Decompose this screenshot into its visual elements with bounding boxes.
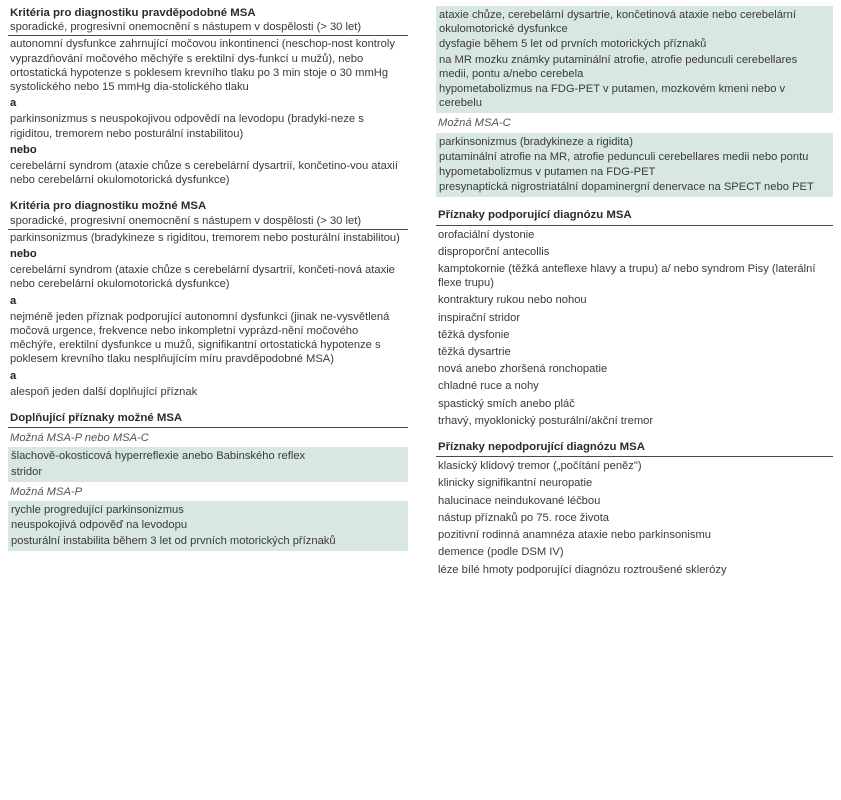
- group3-item: presynaptická nigrostriatální dopaminergní denervace na SPECT nebo PET: [439, 181, 814, 194]
- group2-item: na MR mozku známky putaminální atrofie, atrofie pedunculi cerebellares medii, pontu a/nebo cerebela: [439, 53, 798, 80]
- group1-box: [8, 447, 408, 481]
- additional-features-title: Doplňující příznaky možné MSA: [8, 411, 408, 428]
- possible-criterion-1: parkinsonizmus (bradykineze s rigiditou, tremorem nebo posturální instabilitou): [10, 231, 400, 244]
- supporting-item: kontraktury rukou nebo nohou: [438, 294, 587, 307]
- probable-or-1: nebo: [10, 143, 37, 156]
- possible-and-2: a: [10, 369, 17, 382]
- nonsupporting-item: demence (podle DSM IV): [438, 546, 564, 559]
- group2-label: Možná MSA-P: [10, 485, 83, 498]
- probable-msa-section: [8, 6, 408, 188]
- group2-item: hypometabolizmus na FDG-PET v putamen, mozkovém kmeni nebo v cerebelu: [439, 83, 786, 110]
- group2-box-continued: [436, 6, 833, 113]
- supporting-item: těžká dysartrie: [438, 346, 511, 359]
- nonsupporting-item: nástup příznaků po 75. roce života: [438, 511, 610, 524]
- group3-item: hypometabolizmus v putamen na FDG-PET: [439, 166, 656, 179]
- possible-criterion-3: nejméně jeden příznak podporující autonomní dysfunkci (jinak ne-vysvětlená močová urgence, frekvence nebo inkompletní vyprázd-nění močového měchýře, erektilní dysfunkce u mužů, signifikantní ortostatická hypotenze s poklesem krevního tlaku nesplňujícím míru pravděpodobné MSA): [10, 310, 390, 366]
- additional-features-section: [8, 411, 408, 551]
- probable-criterion-2: parkinsonizmus s neuspokojivou odpovědí na levodopu (bradyki-neze s rigiditou, tremorem nebo posturální instabilitou): [10, 113, 364, 140]
- nonsupporting-item: klinicky signifikantní neuropatie: [438, 477, 593, 490]
- supporting-item: disproporční antecollis: [438, 245, 550, 258]
- supporting-item: kamptokornie (těžká anteflexe hlavy a trupu) a/ nebo syndrom Pisy (laterální flexe trupu): [438, 263, 816, 290]
- probable-msa-title: Kritéria pro diagnostiku pravděpodobné MSA: [10, 7, 256, 19]
- supporting-item: nová anebo zhoršená ronchopatie: [438, 363, 608, 376]
- nonsupporting-item: halucinace neindukované léčbou: [438, 494, 601, 507]
- group2-item: posturální instabilita během 3 let od prvních motorických příznaků: [11, 534, 336, 547]
- group3-label: Možná MSA-C: [438, 117, 511, 130]
- supporting-item: těžká dysfonie: [438, 328, 510, 341]
- group1-label: Možná MSA-P nebo MSA-C: [10, 432, 149, 445]
- group1-item: šlachově-okosticová hyperreflexie anebo Babinského reflex: [11, 450, 306, 463]
- group3-item: parkinsonizmus (bradykineze a rigidita): [439, 135, 634, 148]
- group2-item: ataxie chůze, cerebelární dysartrie, končetinová ataxie nebo cerebelární okulomotorické dysfunkce: [439, 9, 796, 36]
- possible-and-1: a: [10, 294, 17, 307]
- supporting-item: orofaciální dystonie: [438, 228, 535, 241]
- nonsupporting-features-section: [436, 440, 833, 578]
- left-column: [8, 6, 408, 551]
- nonsupporting-item: léze bílé hmoty podporující diagnózu roztroušené sklerózy: [438, 563, 727, 576]
- supporting-item: chladné ruce a nohy: [438, 380, 539, 393]
- group3-box: [436, 133, 833, 198]
- probable-criterion-1: autonomní dysfunkce zahrnující močovou inkontinenci (neschop-nost kontroly vyprazdňování močového měchýře s erektilní dys-funkcí u mužů), nebo ortostatická hypotenze s poklesem krevního tlaku po 3 min stoje o 30 mmHg systolického nebo 15 mmHg dia-stolického tlaku: [10, 38, 395, 94]
- group2-item: dysfagie během 5 let od prvních motorických příznaků: [439, 38, 707, 51]
- supporting-item: trhavý, myoklonický posturální/akční tremor: [438, 414, 654, 427]
- possible-criterion-2: cerebelární syndrom (ataxie chůze s cerebelární dysartrií, končeti-nová ataxie nebo cerebelární okulomotorická dysfunkce): [10, 264, 395, 291]
- nonsupporting-item: klasický klidový tremor („počítání peněz"): [438, 460, 642, 473]
- group3-item: putaminální atrofie na MR, atrofie pedunculi cerebellares medii nebo pontu: [439, 150, 809, 163]
- group2-item: rychle progredující parkinsonizmus: [11, 504, 184, 517]
- possible-msa-subtitle: sporadické, progresivní onemocnění s nástupem v dospělosti (> 30 let): [8, 214, 408, 230]
- right-column: [436, 6, 833, 578]
- group2-box: [8, 501, 408, 551]
- nonsupporting-item: pozitivní rodinná anamnéza ataxie nebo parkinsonismu: [438, 529, 712, 542]
- probable-msa-subtitle: sporadické, progresivní onemocnění s nástupem v dospělosti (> 30 let): [8, 20, 408, 36]
- probable-and-1: a: [10, 97, 17, 110]
- possible-or-1: nebo: [10, 248, 37, 261]
- possible-criterion-4: alespoň jeden další doplňující příznak: [10, 385, 198, 398]
- group1-item: stridor: [11, 465, 43, 478]
- possible-msa-title: Kritéria pro diagnostiku možné MSA: [10, 200, 207, 213]
- supporting-features-section: [436, 208, 833, 429]
- nonsupporting-features-title: Příznaky nepodporující diagnózu MSA: [436, 440, 833, 457]
- probable-criterion-3: cerebelární syndrom (ataxie chůze s cerebelární dysartrií, končetino-vou ataxií nebo cerebelární okulomotorická dysfunkce): [10, 160, 399, 187]
- supporting-features-title: Příznaky podporující diagnózu MSA: [436, 208, 833, 225]
- supporting-item: inspirační stridor: [438, 311, 521, 324]
- possible-msa-section: [8, 199, 408, 400]
- group2-item: neuspokojivá odpověď na levodopu: [11, 519, 188, 532]
- supporting-item: spastický smích anebo pláč: [438, 397, 575, 410]
